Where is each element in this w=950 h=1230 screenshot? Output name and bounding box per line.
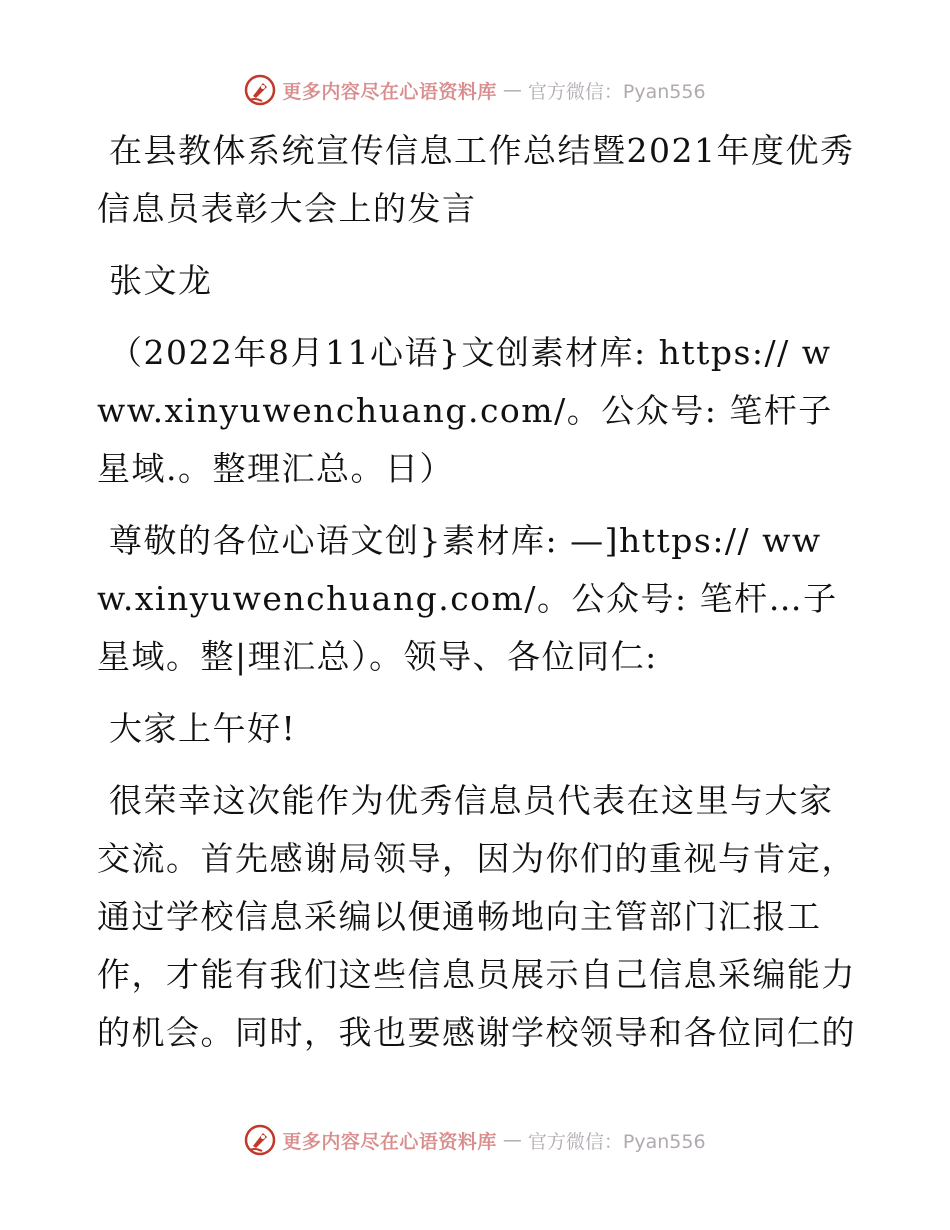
author-name: 张文龙 (109, 261, 213, 300)
watermark-contact: 官方微信：Pyan556 (527, 1130, 706, 1153)
watermark-separator: — (502, 1129, 522, 1151)
document-title: 在县教体系统宣传信息工作总结暨2021年度优秀信息员表彰大会上的发言 (97, 131, 855, 228)
watermark-brand-text: 更多内容尽在心语资料库 (282, 1130, 497, 1153)
footer-watermark (0, 1122, 950, 1158)
greeting: 大家上午好! (109, 709, 297, 748)
pen-nib-icon (244, 74, 276, 106)
document-body (97, 122, 857, 1076)
source-note: （2022年8月11心语}文创素材库: https:// www.xinyuwenchuang.com/。公众号: 笔杆子星域.。整理汇总。日） (97, 333, 833, 488)
body-paragraph: 很荣幸这次能作为优秀信息员代表在这里与大家交流。首先感谢局领导，因为你们的重视与肯定，通过学校信息采编以便通畅地向主管部门汇报工作，才能有我们这些信息员展示自己信息采编能力的机会。同时，我也要感谢学校领导和各位同仁的 (97, 781, 856, 1052)
watermark-separator: — (502, 79, 522, 101)
header-watermark (0, 72, 950, 108)
salutation: 尊敬的各位心语文创}素材库: —]https:// www.xinyuwenchuang.com/。公众号: 笔杆…子星域。整|理汇总）。领导、各位同仁: (97, 521, 838, 676)
watermark-brand-text: 更多内容尽在心语资料库 (282, 80, 497, 103)
watermark-contact: 官方微信：Pyan556 (527, 80, 706, 103)
pen-nib-icon (244, 1124, 276, 1156)
